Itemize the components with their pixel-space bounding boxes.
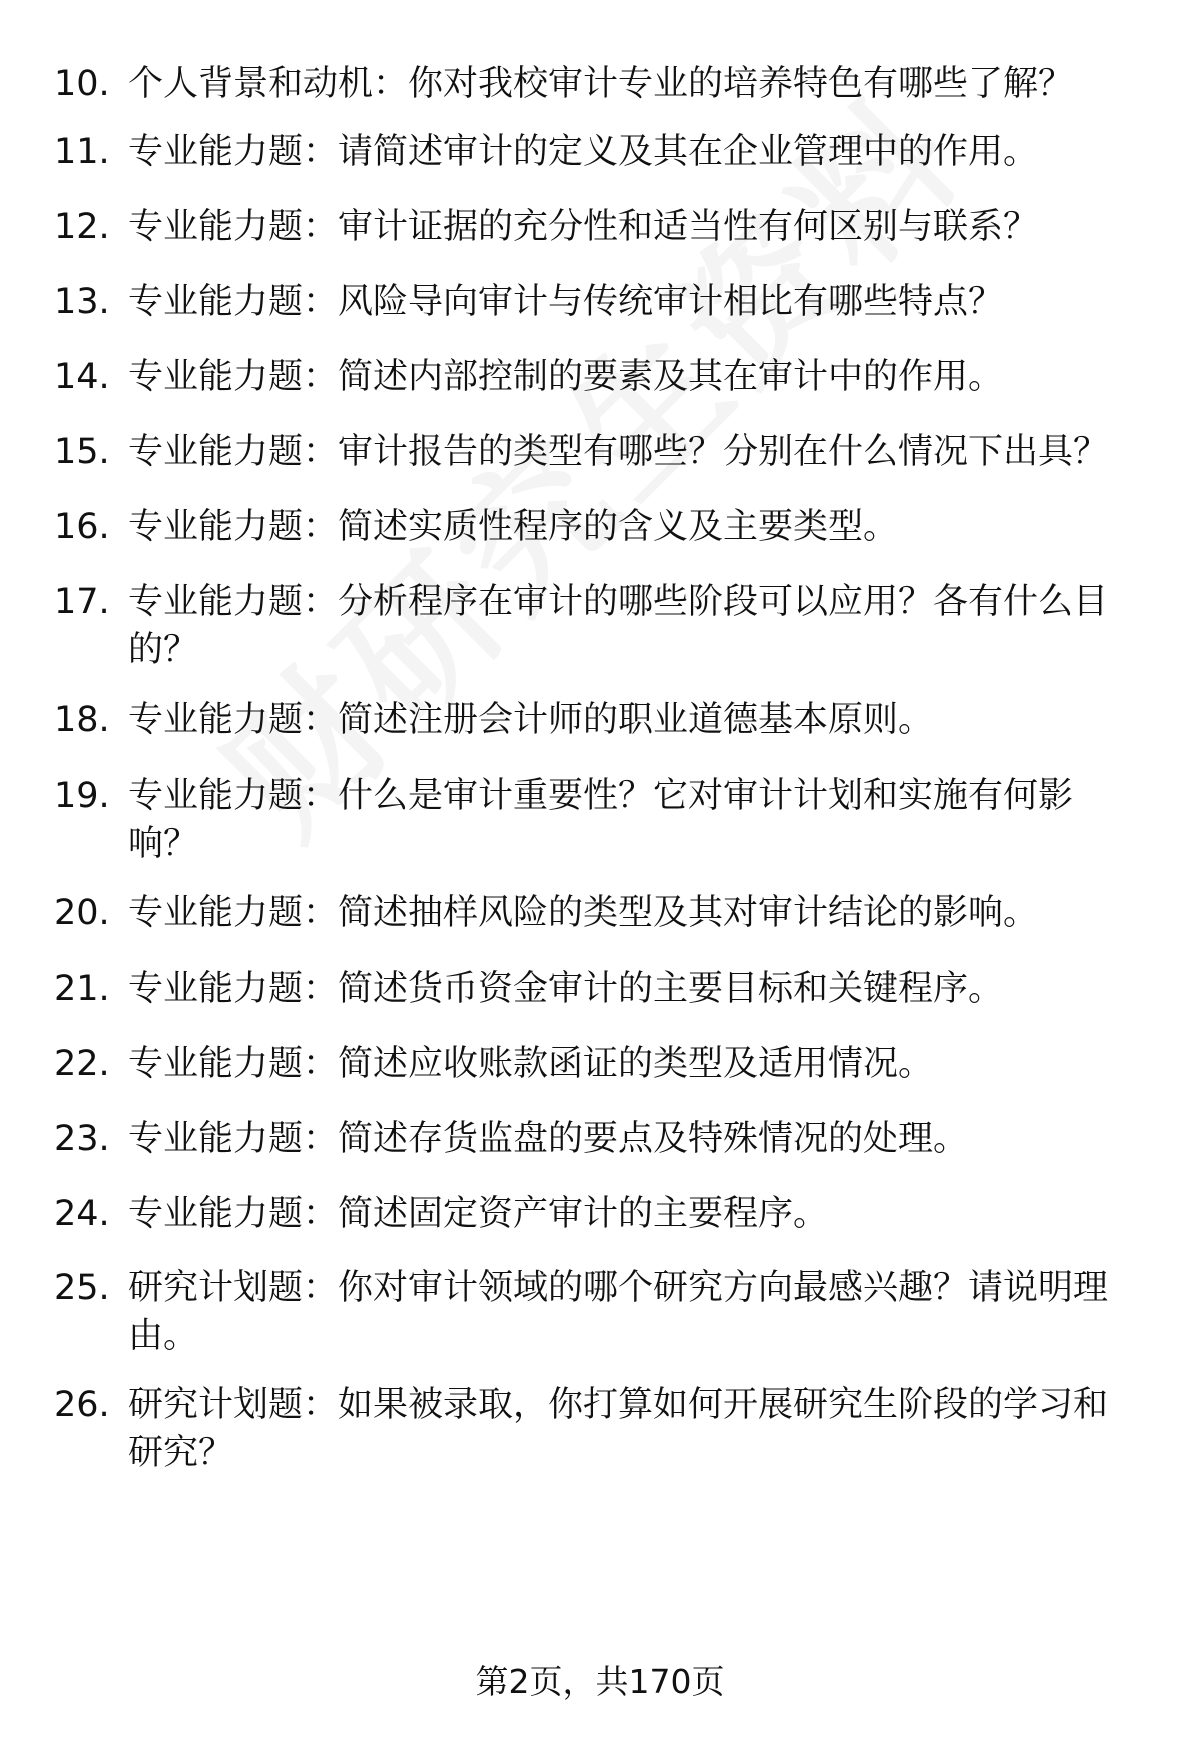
question-text: 专业能力题：简述注册会计师的职业道德基本原则。 [128, 700, 934, 740]
question-text: 专业能力题：分析程序在审计的哪些阶段可以应用？各有什么目的？ [128, 582, 1109, 670]
question-number: 11. [54, 132, 110, 172]
question-text: 专业能力题：风险导向审计与传统审计相比有哪些特点？ [128, 282, 1004, 322]
question-text: 专业能力题：简述抽样风险的类型及其对审计结论的影响。 [128, 893, 1039, 933]
question-number: 12. [54, 207, 110, 247]
question-number: 26. [54, 1385, 110, 1425]
question-text: 专业能力题：审计证据的充分性和适当性有何区别与联系？ [128, 207, 1039, 247]
question-text: 个人背景和动机：你对我校审计专业的培养特色有哪些了解？ [128, 64, 1074, 104]
question-text: 专业能力题：简述实质性程序的含义及主要类型。 [128, 507, 899, 547]
question-text: 研究计划题：如果被录取，你打算如何开展研究生阶段的学习和研究？ [128, 1385, 1109, 1473]
question-text: 专业能力题：简述固定资产审计的主要程序。 [128, 1194, 829, 1234]
question-text: 专业能力题：审计报告的类型有哪些？分别在什么情况下出具？ [128, 432, 1109, 472]
question-text: 专业能力题：简述货币资金审计的主要目标和关键程序。 [128, 969, 1004, 1009]
page-number: 第2页，共170页 [475, 1662, 725, 1701]
question-number: 25. [54, 1268, 110, 1308]
question-text: 研究计划题：你对审计领域的哪个研究方向最感兴趣？请说明理由。 [128, 1268, 1109, 1356]
question-number: 14. [54, 357, 110, 397]
question-number: 17. [54, 582, 110, 622]
question-number: 21. [54, 969, 110, 1009]
question-text: 专业能力题：什么是审计重要性？它对审计计划和实施有何影响？ [128, 776, 1074, 864]
question-number: 15. [54, 432, 110, 472]
question-number: 20. [54, 893, 110, 933]
question-text: 专业能力题：请简述审计的定义及其在企业管理中的作用。 [128, 132, 1039, 172]
question-number: 10. [54, 64, 110, 104]
question-number: 23. [54, 1119, 110, 1159]
question-text: 专业能力题：简述内部控制的要素及其在审计中的作用。 [128, 357, 1004, 397]
question-number: 22. [54, 1044, 110, 1084]
question-number: 13. [54, 282, 110, 322]
question-number: 18. [54, 700, 110, 740]
question-number: 19. [54, 776, 110, 816]
question-number: 16. [54, 507, 110, 547]
question-text: 专业能力题：简述应收账款函证的类型及适用情况。 [128, 1044, 934, 1084]
question-text: 专业能力题：简述存货监盘的要点及特殊情况的处理。 [128, 1119, 969, 1159]
question-number: 24. [54, 1194, 110, 1234]
